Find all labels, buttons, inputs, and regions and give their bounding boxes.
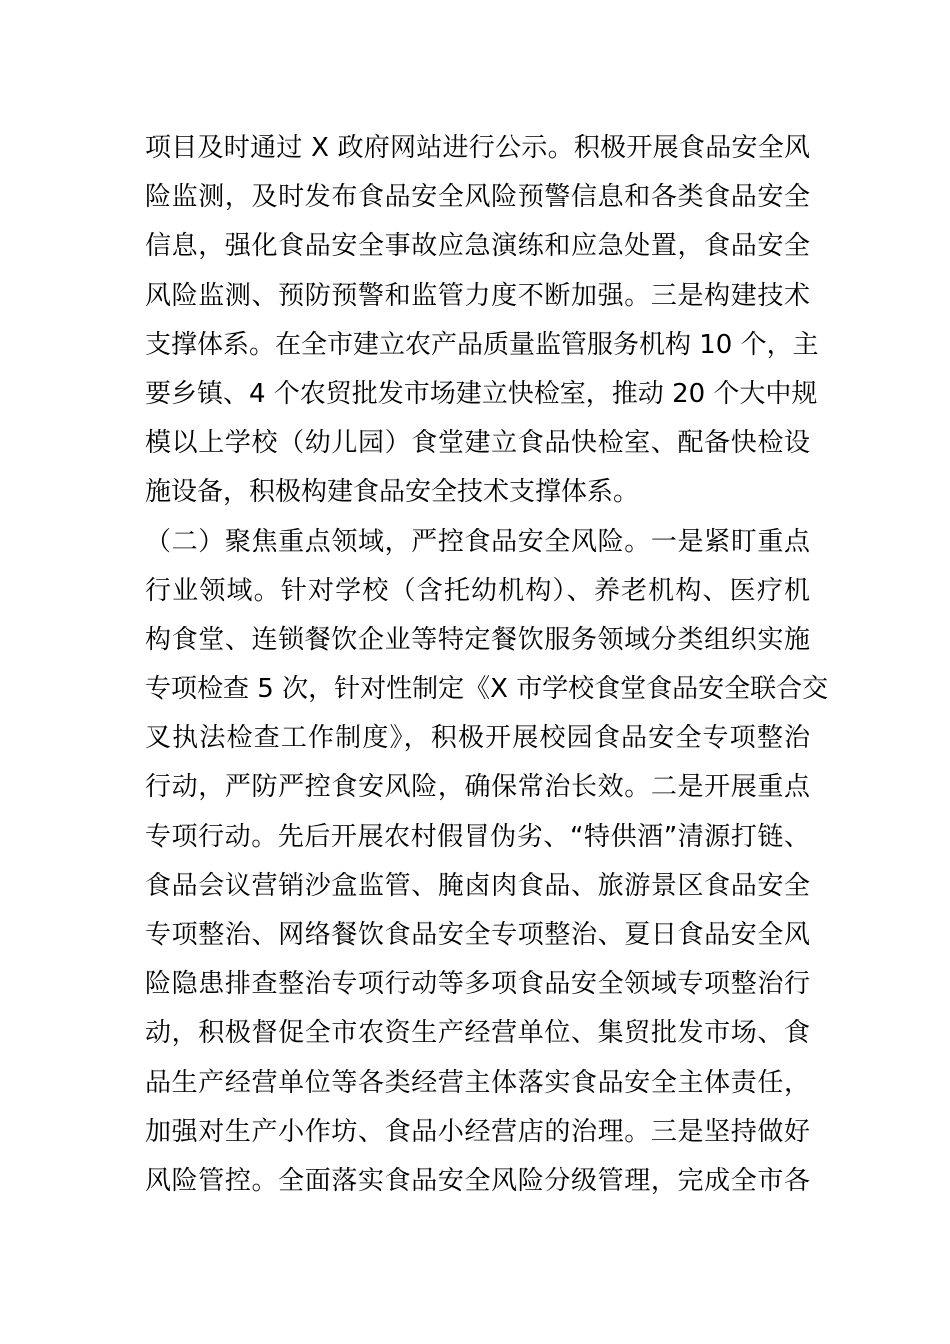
text-line: 加强对生产小作坊、食品小经营店的治理。三是坚持做好 <box>145 1116 810 1147</box>
text-line: 行动，严防严控食安风险，确保常治长效。二是开展重点 <box>145 772 810 803</box>
text-line: 信息，强化食品安全事故应急演练和应急处置，食品安全 <box>145 231 810 262</box>
text-line: 风险管控。全面落实食品安全风险分级管理，完成全市各 <box>145 1165 810 1196</box>
text-line: 动，积极督促全市农资生产经营单位、集贸批发市场、食 <box>145 1018 810 1049</box>
text-line: 构食堂、连锁餐饮企业等特定餐饮服务领域分类组织实施 <box>145 624 810 655</box>
text-line: 食品会议营销沙盒监管、腌卤肉食品、旅游景区食品安全 <box>145 870 810 901</box>
text-line: 专项检查 5 次，针对性制定《X 市学校食堂食品安全联合交 <box>145 674 829 705</box>
text-line: 品生产经营单位等各类经营主体落实食品安全主体责任， <box>145 1067 810 1098</box>
text-line: 专项整治、网络餐饮食品安全专项整治、夏日食品安全风 <box>145 920 810 950</box>
body-text <box>145 124 829 1206</box>
text-line: 支撑体系。在全市建立农产品质量监管服务机构 10 个，主 <box>145 329 819 360</box>
text-line: 专项行动。先后开展农村假冒伪劣、“特供酒”清源打链、 <box>145 821 810 852</box>
text-line: 项目及时通过 X 政府网站进行公示。积极开展食品安全风 <box>145 133 810 163</box>
text-line: 叉执法检查工作制度》，积极开展校园食品安全专项整治 <box>145 723 810 754</box>
text-line: 要乡镇、4 个农贸批发市场建立快检室，推动 20 个大中规 <box>145 378 818 409</box>
text-line: 险隐患排查整治专项行动等多项食品安全领域专项整治行 <box>145 969 810 1000</box>
text-line: 施设备，积极构建食品安全技术支撑体系。 <box>145 477 640 508</box>
text-line: （二）聚焦重点领域，严控食品安全风险。一是紧盯重点 <box>145 526 810 557</box>
text-line: 模以上学校（幼儿园）食堂建立食品快检室、配备快检设 <box>145 428 810 459</box>
text-line: 行业领域。针对学校（含托幼机构）、养老机构、医疗机 <box>145 575 810 606</box>
text-line: 风险监测、预防预警和监管力度不断加强。三是构建技术 <box>145 280 810 311</box>
text-line: 险监测，及时发布食品安全风险预警信息和各类食品安全 <box>145 182 810 213</box>
